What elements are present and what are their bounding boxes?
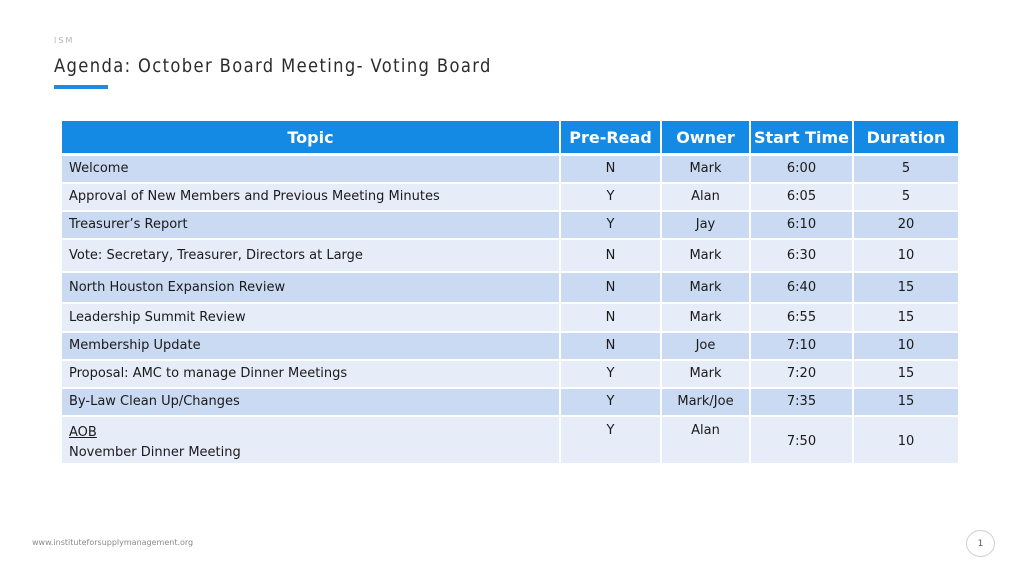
owner-cell: Mark/Joe [661, 388, 750, 416]
duration-cell: 20 [853, 211, 958, 239]
duration-cell: 10 [853, 239, 958, 272]
topic-cell: Membership Update [62, 332, 560, 360]
topic-cell: Leadership Summit Review [62, 303, 560, 332]
start-time-cell: 6:05 [750, 183, 853, 211]
table-row [62, 183, 958, 211]
owner-cell: Mark [661, 155, 750, 183]
pre-read-cell: Y [560, 211, 661, 239]
duration-cell: 15 [853, 272, 958, 303]
topic-line2: November Dinner Meeting [69, 444, 241, 460]
owner-cell: Alan [661, 183, 750, 211]
table-row [62, 416, 958, 464]
page-number-badge: 1 [966, 530, 995, 557]
table-row [62, 155, 958, 183]
title-accent-bar [54, 85, 108, 89]
pre-read-cell: Y [560, 416, 661, 464]
owner-cell: Alan [661, 416, 750, 464]
duration-cell: 10 [853, 332, 958, 360]
topic-cell: Treasurer’s Report [62, 211, 560, 239]
topic-cell: North Houston Expansion Review [62, 272, 560, 303]
pre-read-cell: N [560, 272, 661, 303]
column-header-owner: Owner [661, 121, 750, 155]
start-time-cell: 6:10 [750, 211, 853, 239]
column-header-pre-read: Pre-Read [560, 121, 661, 155]
table-row [62, 332, 958, 360]
duration-cell: 15 [853, 303, 958, 332]
start-time-cell: 7:50 [750, 416, 853, 464]
pre-read-cell: N [560, 155, 661, 183]
topic-cell: Vote: Secretary, Treasurer, Directors at Large [62, 239, 560, 272]
owner-cell: Mark [661, 272, 750, 303]
footer-url: www.instituteforsupplymanagement.org [32, 538, 194, 547]
brand-label: ISM [54, 36, 75, 45]
start-time-cell: 7:35 [750, 388, 853, 416]
owner-cell: Mark [661, 303, 750, 332]
duration-cell: 10 [853, 416, 958, 464]
table-header-row [62, 121, 958, 155]
owner-cell: Mark [661, 239, 750, 272]
owner-cell: Mark [661, 360, 750, 388]
start-time-cell: 6:55 [750, 303, 853, 332]
aob-label: AOB [69, 424, 97, 440]
owner-cell: Jay [661, 211, 750, 239]
duration-cell: 15 [853, 388, 958, 416]
duration-cell: 5 [853, 155, 958, 183]
table-row [62, 388, 958, 416]
start-time-cell: 6:40 [750, 272, 853, 303]
pre-read-cell: Y [560, 183, 661, 211]
table-row [62, 272, 958, 303]
pre-read-cell: Y [560, 388, 661, 416]
column-header-start-time: Start Time [750, 121, 853, 155]
agenda-table [62, 121, 958, 465]
pre-read-cell: N [560, 332, 661, 360]
start-time-cell: 7:20 [750, 360, 853, 388]
topic-cell: Approval of New Members and Previous Meeting Minutes [62, 183, 560, 211]
table-row [62, 239, 958, 272]
start-time-cell: 6:00 [750, 155, 853, 183]
topic-cell: By-Law Clean Up/Changes [62, 388, 560, 416]
pre-read-cell: Y [560, 360, 661, 388]
column-header-duration: Duration [853, 121, 958, 155]
start-time-cell: 6:30 [750, 239, 853, 272]
duration-cell: 15 [853, 360, 958, 388]
table-row [62, 211, 958, 239]
column-header-topic: Topic [62, 121, 560, 155]
topic-cell: Proposal: AMC to manage Dinner Meetings [62, 360, 560, 388]
topic-cell [62, 416, 560, 464]
start-time-cell: 7:10 [750, 332, 853, 360]
topic-cell: Welcome [62, 155, 560, 183]
page-title: Agenda: October Board Meeting- Voting Board [54, 55, 492, 77]
pre-read-cell: N [560, 239, 661, 272]
pre-read-cell: N [560, 303, 661, 332]
table-row [62, 360, 958, 388]
table-row [62, 303, 958, 332]
duration-cell: 5 [853, 183, 958, 211]
owner-cell: Joe [661, 332, 750, 360]
